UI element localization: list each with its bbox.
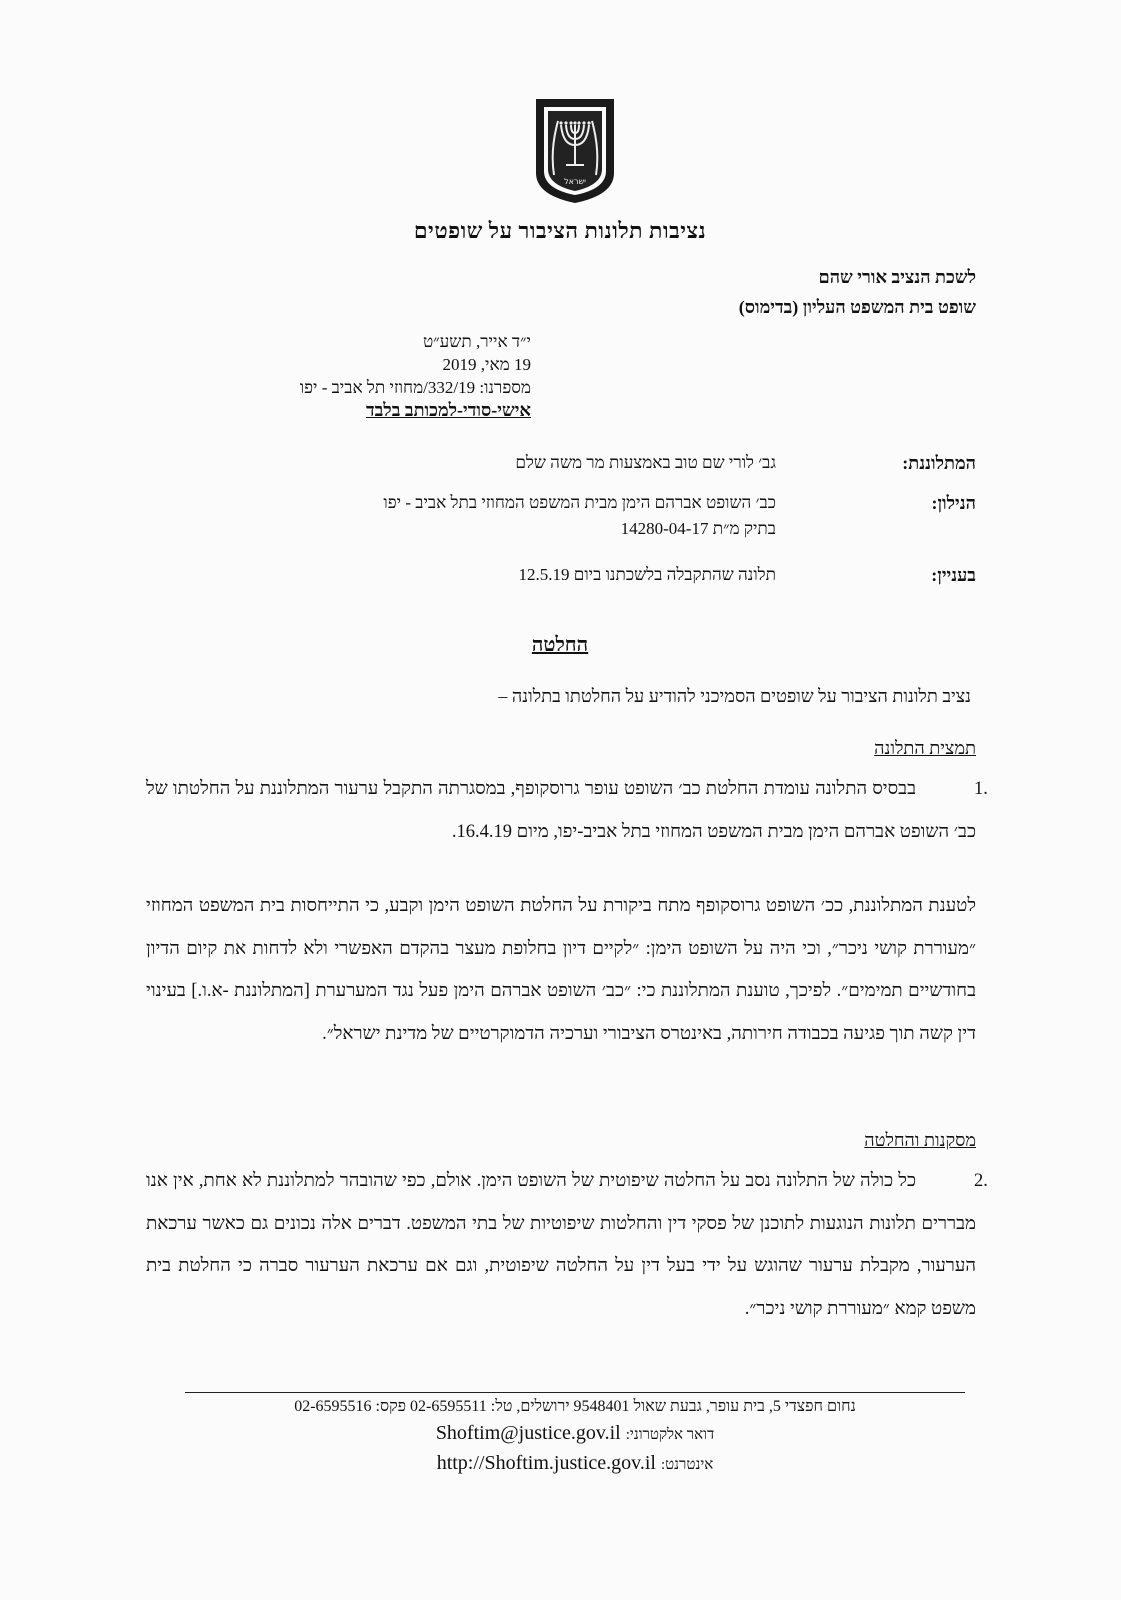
footer-address: נחום חפצדי 5, בית עופר, גבעת שאול 9548401 ירושלים, טל: 02-6595511 פקס: 02-6595516 [294,1398,856,1415]
footer-web-label: אינטרנט: [660,1457,714,1473]
paragraph-2-text: כל כולה של התלונה נסב על החלטה שיפוטית של השופט הימן. אולם, כפי שהובהר למתלוננת לא אחת, אין אנו מבררים תלונות הנוגעות לתוכנן של פסקי דין והחלטות שיפוטיות של בתי המשפט. דברים אלה נכונים גם כאשר ערכאת הערעור, מקבלת ערעור שהוגש על ידי בעל דין על החלטה שיפוטית, וגם אם ערכאת הערעור סברה כי החלטת בית משפט קמא ״מעוררת קושי ניכר״. [146,1171,976,1319]
footer-email-row [185,1422,965,1445]
letter-meta [300,330,531,422]
paragraph-1-text: בבסיס התלונה עומדת החלטת כב׳ השופט עופר גרוסקופף, במסגרתה התקבל ערעור המתלוננת על החלטתו של כב׳ השופט אברהם הימן מבית המשפט המחוזי בתל אביב-יפו, מיום 16.4.19. [146,779,976,842]
footer-divider [185,1392,965,1393]
section-heading-summary: תמצית התלונה [874,738,976,758]
paragraph-2-number: .2 [974,1171,988,1191]
section-heading-conclusions: מסקנות והחלטה [864,1130,976,1150]
reference-value: 332/19/מחוזי תל אביב - יפו [299,378,476,397]
hebrew-date: י״ד אייר, תשע״ט [422,332,531,351]
footer-web-row [185,1452,965,1475]
confidential-notice: אישי-סודי-למכותב בלבד [365,400,531,420]
complainant-label: המתלוננת: [902,453,976,473]
state-emblem-icon [530,95,620,205]
addressee-line-1: לשכת הנציב אורי שהם [818,267,976,287]
paragraph-2 [146,1160,988,1330]
paragraph-1 [146,768,988,853]
addressee-block [739,262,976,322]
gregorian-date: 19 מאי, 2019 [442,355,531,374]
footer-web-link[interactable]: http://Shoftim.justice.gov.il [436,1452,656,1474]
paragraph-1b-text: לטענת המתלוננת, ככ׳ השופט גרוסקופף מתח ביקורת על החלטת השופט הימן וקבע, כי התייחסות בית המשפט המחוזי ״מעוררת קושי ניכר״, וכי היה על השופט הימן: ״לקיים דיון בחלופת מעצר בהקדם האפשרי ולא לדחות את קיום הדיון בחודשיים תמימים״. לפיכך, טוענת המתלוננת כי: ״כב׳ השופט אברהם הימן פעל נגד המערערת [המתלוננת -א.ו.] בעינוי דין קשה תוך פגיעה בכבודה חירותה, באינטרס הציבורי וערכיה הדמוקרטיים של מדינת ישראל״. [146,896,976,1044]
footer-email-link[interactable]: Shoftim@justice.gov.il [435,1422,621,1444]
footer-email-label: דואר אלקטרוני: [625,1427,715,1443]
intro-line: נציב תלונות הציבור על שופטים הסמיכני להודיע על החלטתו בתלונה – [498,686,971,706]
paragraph-1b [146,885,976,1055]
complainant-value: גב׳ לורי שם טוב באמצעות מר משה שלם [515,453,776,472]
reference-label: מספרנו [484,378,531,397]
decision-title: החלטה [531,634,589,656]
addressee-line-2: שופט בית המשפט העליון (בדימוס) [738,297,976,317]
subject-value: תלונה שהתקבלה בלשכתנו ביום 12.5.19 [518,565,776,584]
agency-title: נציבות תלונות הציבור על שופטים [413,218,707,243]
respondent-line-2: בתיק מ״ת 14280-04-17 [620,519,776,538]
svg-text:ישראל: ישראל [564,177,586,186]
respondent-label: הנילון: [931,493,976,513]
reference-number: מספרנו: 332/19/מחוזי תל אביב - יפו [299,378,531,397]
respondent-line-1: כב׳ השופט אברהם הימן מבית המשפט המחוזי בתל אביב - יפו [383,493,776,512]
paragraph-1-number: .1 [974,779,988,799]
subject-label: בעניין: [931,565,976,585]
